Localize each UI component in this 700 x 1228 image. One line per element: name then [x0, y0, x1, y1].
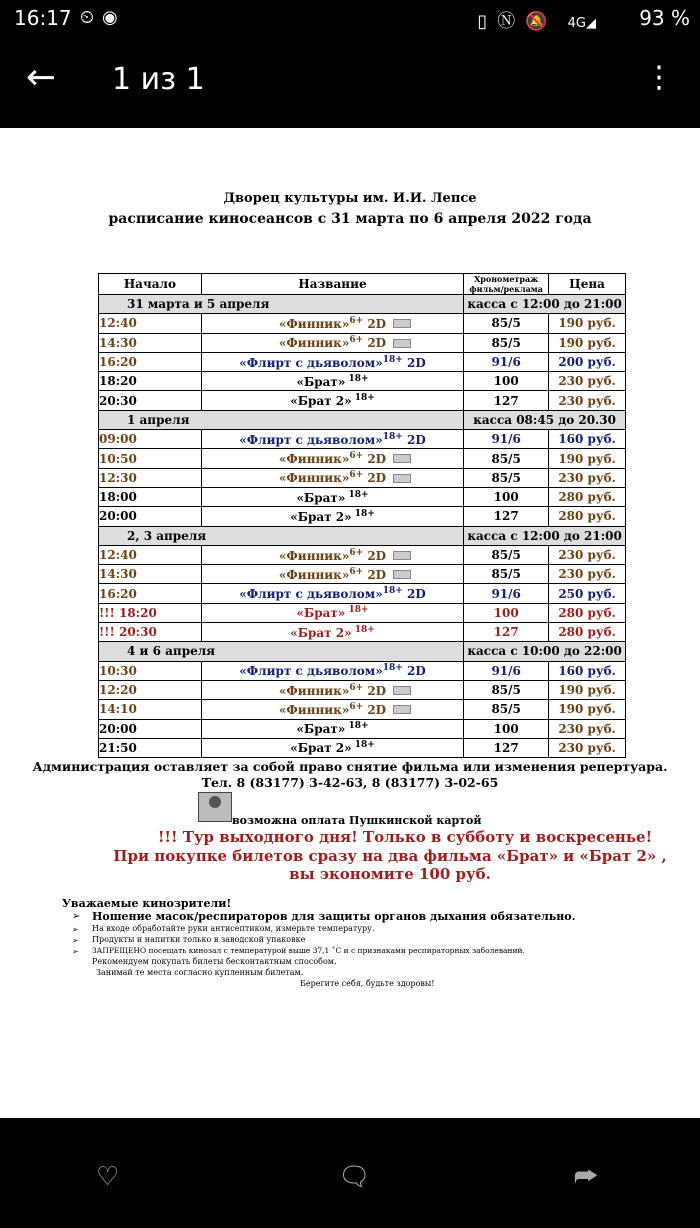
doc-subtitle: расписание киносеансов с 31 марта по 6 апреля 2022 года	[108, 211, 592, 227]
session-time: 16:20	[99, 584, 202, 603]
schedule-table	[98, 273, 626, 758]
ticket-price: 160 руб.	[549, 661, 626, 680]
promo-line-2: При покупке билетов сразу на два фильма «Брат» и «Брат 2» ,	[113, 847, 667, 865]
age-rating: 18+	[345, 605, 369, 616]
ticket-price: 230 руб.	[549, 372, 626, 391]
session-time: 14:10	[99, 700, 202, 719]
ticket-price: 230 руб.	[549, 468, 626, 487]
mute-icon: 🔕	[525, 11, 548, 32]
distributor-logo-icon	[393, 570, 411, 579]
header-start: Начало	[99, 274, 202, 295]
ticket-price: 280 руб.	[549, 507, 626, 526]
bullet-icon: ➢	[72, 936, 79, 945]
film-name: «Финник»	[278, 702, 350, 717]
table-row	[99, 352, 626, 371]
film-name: «Финник»	[278, 336, 350, 351]
age-rating: 18+	[382, 431, 403, 442]
rule-3: Продукты и напитки только в заводской упаковке	[92, 935, 306, 944]
film-format: 2D	[363, 452, 387, 467]
age-rating: 18+	[351, 508, 375, 519]
age-rating: 18+	[345, 489, 369, 500]
promo-line-3: вы экономите 100 руб.	[289, 865, 491, 883]
age-rating: 18+	[382, 354, 403, 365]
ticket-price: 190 руб.	[549, 314, 626, 333]
session-time: 20:00	[99, 719, 202, 738]
extra-note-2: Занимай те места согласно купленным билетам.	[96, 968, 304, 977]
distributor-logo-icon	[393, 705, 411, 714]
age-rating: 18+	[382, 586, 403, 597]
block-kassa: касса с 12:00 до 21:00	[464, 295, 626, 314]
distributor-logo-icon	[393, 474, 411, 483]
film-duration: 85/5	[464, 565, 549, 584]
table-row	[99, 719, 626, 738]
nfc-icon: Ⓝ	[497, 11, 516, 32]
ticket-price: 160 руб.	[549, 430, 626, 449]
block-dates: 31 марта и 5 апреля	[99, 295, 464, 314]
session-time: 12:20	[99, 680, 202, 699]
more-options-icon[interactable]: ⋮	[644, 60, 674, 95]
ticket-price: 230 руб.	[549, 738, 626, 757]
session-time: 16:20	[99, 352, 202, 371]
status-bar	[0, 0, 700, 38]
table-row	[99, 449, 626, 468]
film-format: 2D	[363, 548, 387, 563]
table-row	[99, 507, 626, 526]
session-time: 12:40	[99, 545, 202, 564]
bottom-action-bar	[0, 1150, 700, 1228]
block-header	[99, 526, 626, 545]
film-duration: 100	[464, 372, 549, 391]
session-time: 14:30	[99, 333, 202, 352]
block-kassa: касса с 12:00 до 21:00	[464, 526, 626, 545]
rule-2: На входе обработайте руки антисептиком, измерьте температуру.	[92, 924, 375, 933]
battery-level: 93 %	[639, 6, 690, 30]
phone-icon: ▯	[477, 11, 488, 32]
distributor-logo-icon	[393, 686, 411, 695]
age-rating: 18+	[351, 393, 375, 404]
table-row	[99, 603, 626, 622]
distributor-logo-icon	[393, 319, 411, 328]
film-title	[201, 391, 463, 410]
header-duration: Хронометраж фильм/реклама	[464, 274, 549, 295]
film-title	[201, 700, 463, 719]
film-format: 2D	[363, 702, 387, 717]
film-format: 2D	[402, 664, 426, 679]
greeting: Уважаемые кинозрители!	[62, 897, 232, 910]
ticket-price: 200 руб.	[549, 352, 626, 371]
table-row	[99, 314, 626, 333]
timer-icon: ⏲	[80, 7, 95, 28]
distributor-logo-icon	[393, 339, 411, 348]
film-format: 2D	[363, 683, 387, 698]
film-format: 2D	[402, 432, 426, 447]
film-name: «Флирт с дьяволом»	[239, 432, 383, 447]
ticket-price: 190 руб.	[549, 680, 626, 699]
film-name: «Брат 2»	[290, 625, 352, 640]
film-duration: 100	[464, 603, 549, 622]
film-name: «Финник»	[278, 452, 350, 467]
film-title	[201, 565, 463, 584]
film-name: «Брат 2»	[290, 741, 352, 756]
page-counter: 1 из 1	[112, 62, 205, 97]
table-row	[99, 468, 626, 487]
film-name: «Финник»	[278, 316, 350, 331]
age-rating: 18+	[345, 721, 369, 732]
block-dates: 2, 3 апреля	[99, 526, 464, 545]
film-duration: 85/5	[464, 333, 549, 352]
back-arrow-icon[interactable]: ←	[26, 57, 57, 98]
pushkin-card-icon	[198, 792, 232, 822]
table-row	[99, 487, 626, 506]
film-duration: 85/5	[464, 680, 549, 699]
block-kassa: касса 08:45 до 20.30	[464, 410, 626, 429]
table-row	[99, 661, 626, 680]
promo-line-1: !!! Тур выходного дня! Только в субботу и воскресенье!	[157, 828, 653, 846]
pushkin-note: возможна оплата Пушкинской картой	[232, 814, 482, 827]
film-name: «Брат»	[296, 722, 346, 737]
session-time: 09:00	[99, 430, 202, 449]
session-time: !!! 20:30	[99, 623, 202, 642]
film-title	[201, 372, 463, 391]
film-title	[201, 738, 463, 757]
age-rating: 18+	[345, 373, 369, 384]
distributor-logo-icon	[393, 551, 411, 560]
ticket-price: 190 руб.	[549, 333, 626, 352]
document-page	[0, 128, 700, 1118]
film-name: «Финник»	[278, 471, 350, 486]
film-duration: 127	[464, 738, 549, 757]
film-format: 2D	[363, 336, 387, 351]
film-duration: 91/6	[464, 352, 549, 371]
film-duration: 127	[464, 391, 549, 410]
age-rating: 6+	[349, 470, 364, 481]
session-time: 20:00	[99, 507, 202, 526]
header-name: Название	[201, 274, 463, 295]
session-time: 10:30	[99, 661, 202, 680]
table-row	[99, 738, 626, 757]
film-duration: 127	[464, 623, 549, 642]
signal-icon: 4G◢	[567, 16, 596, 31]
session-time: 14:30	[99, 565, 202, 584]
bullet-icon: ➢	[72, 911, 81, 922]
film-duration: 100	[464, 719, 549, 738]
media-icon: ◉	[102, 7, 118, 28]
session-time: 10:50	[99, 449, 202, 468]
session-time: 12:30	[99, 468, 202, 487]
table-row	[99, 430, 626, 449]
farewell: Берегите себя, будьте здоровы!	[300, 979, 435, 988]
distributor-logo-icon	[393, 454, 411, 463]
film-title	[201, 661, 463, 680]
film-title	[201, 314, 463, 333]
film-title	[201, 430, 463, 449]
film-title	[201, 333, 463, 352]
block-header	[99, 642, 626, 661]
ticket-price: 280 руб.	[549, 603, 626, 622]
session-time: 20:30	[99, 391, 202, 410]
bullet-icon: ➢	[72, 925, 79, 934]
age-rating: 6+	[349, 335, 364, 346]
film-duration: 85/5	[464, 449, 549, 468]
age-rating: 18+	[351, 624, 375, 635]
film-name: «Брат»	[296, 490, 346, 505]
film-name: «Брат»	[296, 606, 346, 621]
extra-note-1: Рекомендуем покупать билеты бесконтактным способом.	[92, 957, 337, 966]
film-format: 2D	[363, 567, 387, 582]
session-time: 21:50	[99, 738, 202, 757]
film-duration: 91/6	[464, 430, 549, 449]
table-row	[99, 565, 626, 584]
film-name: «Брат»	[296, 374, 346, 389]
film-duration: 85/5	[464, 545, 549, 564]
bullet-icon: ➢	[72, 947, 79, 956]
film-title	[201, 449, 463, 468]
ticket-price: 230 руб.	[549, 719, 626, 738]
rule-4: ЗАПРЕЩЕНО посещать кинозал с температурой выше 37,1 ˚С и с признаками респираторных заболеваний.	[92, 946, 525, 955]
film-name: «Брат 2»	[290, 509, 352, 524]
age-rating: 6+	[349, 451, 364, 462]
session-time: 18:00	[99, 487, 202, 506]
film-duration: 91/6	[464, 584, 549, 603]
ticket-price: 190 руб.	[549, 700, 626, 719]
film-name: «Финник»	[278, 548, 350, 563]
film-duration: 100	[464, 487, 549, 506]
ticket-price: 280 руб.	[549, 487, 626, 506]
ticket-price: 190 руб.	[549, 449, 626, 468]
film-format: 2D	[402, 355, 426, 370]
film-format: 2D	[402, 587, 426, 602]
film-title	[201, 545, 463, 564]
phone-info: Тел. 8 (83177) 3-42-63, 8 (83177) 3-02-65	[201, 775, 499, 790]
film-name: «Брат 2»	[290, 394, 352, 409]
heart-icon[interactable]: ♡	[96, 1162, 120, 1192]
film-duration: 85/5	[464, 314, 549, 333]
age-rating: 6+	[349, 701, 364, 712]
ticket-price: 230 руб.	[549, 545, 626, 564]
film-title	[201, 680, 463, 699]
table-row	[99, 333, 626, 352]
age-rating: 6+	[349, 566, 364, 577]
table-row	[99, 623, 626, 642]
table-row	[99, 545, 626, 564]
block-kassa: касса с 10:00 до 22:00	[464, 642, 626, 661]
age-rating: 6+	[349, 547, 364, 558]
age-rating: 18+	[351, 740, 375, 751]
ticket-price: 280 руб.	[549, 623, 626, 642]
film-title	[201, 719, 463, 738]
film-name: «Финник»	[278, 683, 350, 698]
block-header	[99, 295, 626, 314]
table-row	[99, 700, 626, 719]
status-time: 16:17	[14, 6, 72, 30]
ticket-price: 230 руб.	[549, 391, 626, 410]
session-time: 12:40	[99, 314, 202, 333]
age-rating: 6+	[349, 315, 364, 326]
film-format: 2D	[363, 316, 387, 331]
film-name: «Флирт с дьяволом»	[239, 664, 383, 679]
film-format: 2D	[363, 471, 387, 486]
session-time: 18:20	[99, 372, 202, 391]
rule-1: Ношение масок/респираторов для защиты органов дыхания обязательно.	[92, 910, 576, 923]
share-icon[interactable]: ⮫	[574, 1162, 599, 1192]
film-duration: 85/5	[464, 468, 549, 487]
table-row	[99, 680, 626, 699]
film-duration: 85/5	[464, 700, 549, 719]
comment-icon[interactable]: 🗨	[338, 1162, 372, 1192]
table-row	[99, 372, 626, 391]
film-title	[201, 352, 463, 371]
header-price: Цена	[549, 274, 626, 295]
film-duration: 127	[464, 507, 549, 526]
film-title	[201, 507, 463, 526]
film-title	[201, 623, 463, 642]
doc-title: Дворец культуры им. И.И. Лепсе	[223, 191, 477, 206]
app-bar	[0, 38, 700, 128]
film-name: «Флирт с дьяволом»	[239, 587, 383, 602]
table-header	[99, 274, 626, 295]
block-header	[99, 410, 626, 429]
age-rating: 18+	[382, 663, 403, 674]
age-rating: 6+	[349, 682, 364, 693]
film-name: «Финник»	[278, 567, 350, 582]
film-title	[201, 487, 463, 506]
block-dates: 4 и 6 апреля	[99, 642, 464, 661]
film-title	[201, 468, 463, 487]
table-row	[99, 391, 626, 410]
film-name: «Флирт с дьяволом»	[239, 355, 383, 370]
film-duration: 91/6	[464, 661, 549, 680]
block-dates: 1 апреля	[99, 410, 464, 429]
session-time: !!! 18:20	[99, 603, 202, 622]
film-title	[201, 584, 463, 603]
film-title	[201, 603, 463, 622]
table-row	[99, 584, 626, 603]
ticket-price: 230 руб.	[549, 565, 626, 584]
ticket-price: 250 руб.	[549, 584, 626, 603]
admin-note: Администрация оставляет за собой право снятие фильма или изменения репертуара.	[32, 759, 668, 774]
